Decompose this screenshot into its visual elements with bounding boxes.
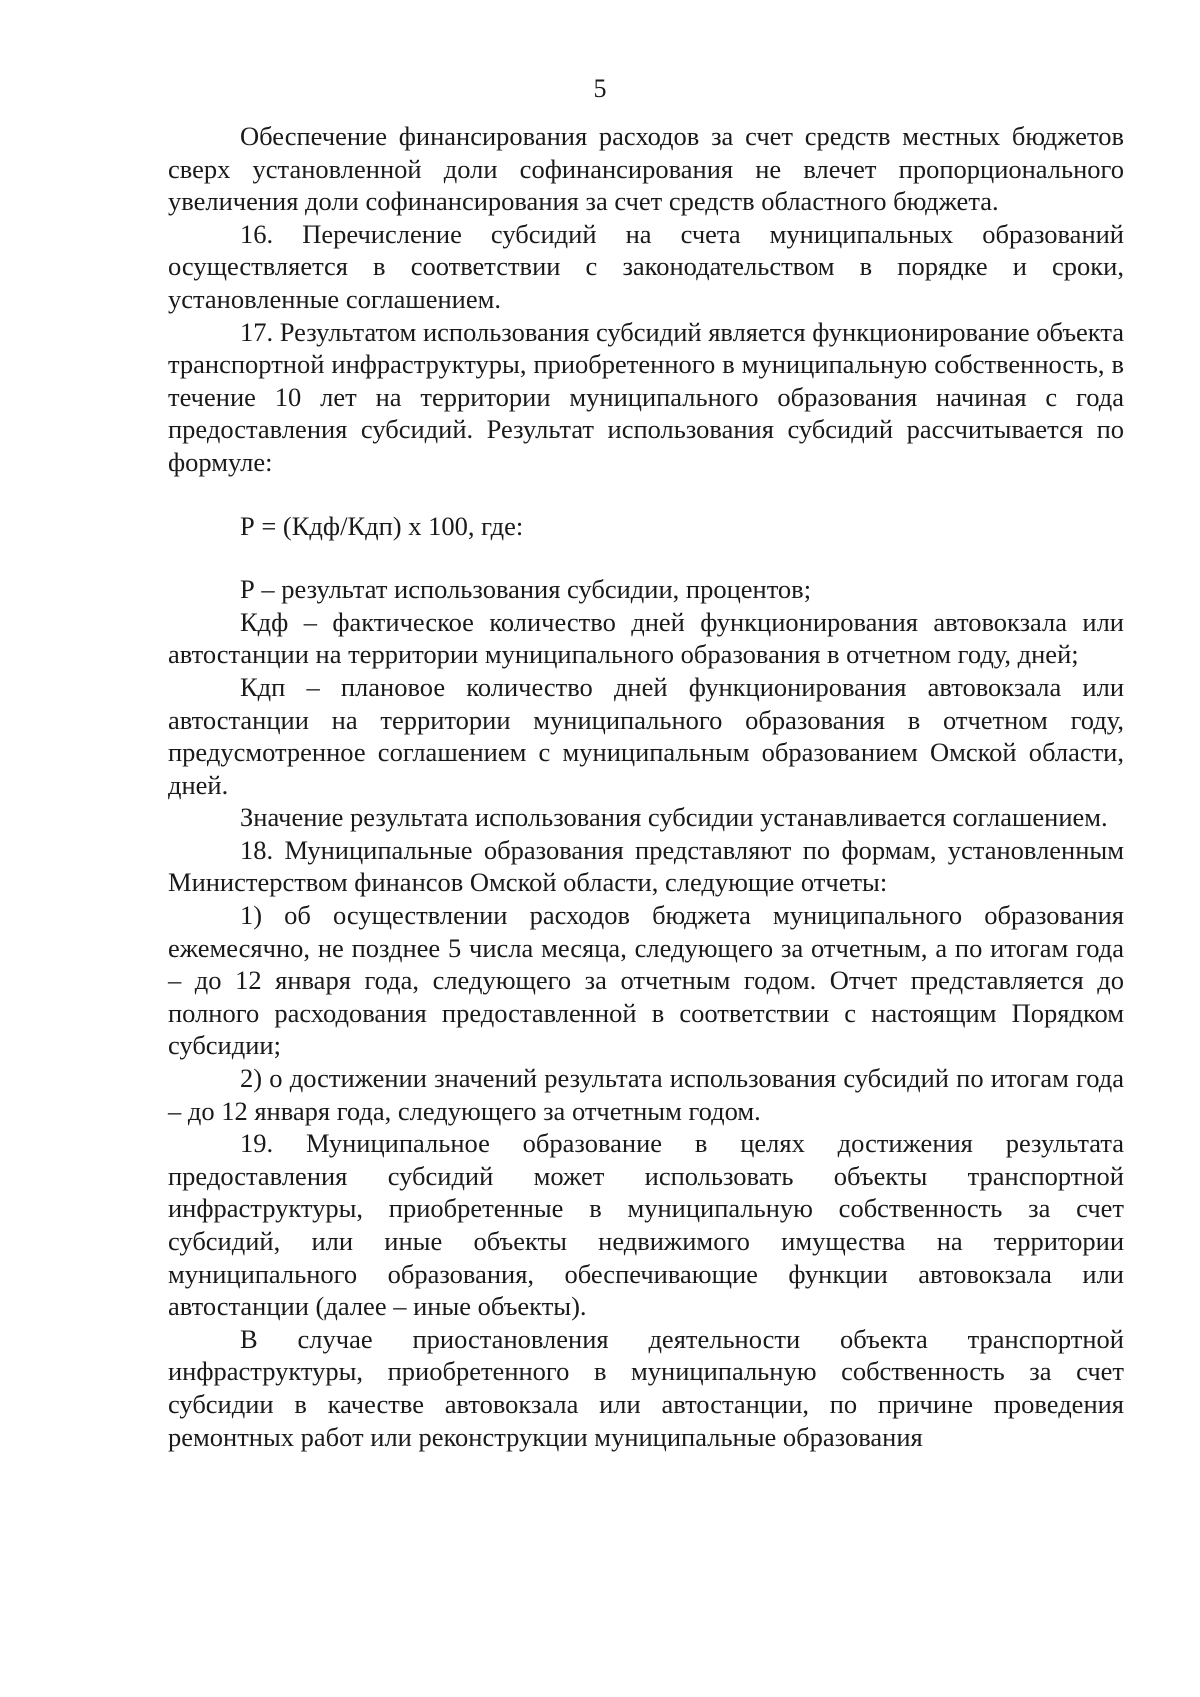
definition-kdp: Кдп – плановое количество дней функционирования автовокзала или автостанции на территории муниципального образования в отчетном году, предусмотренное соглашением с муниципальным образованием Омской области, дней. bbox=[168, 671, 1124, 800]
paragraph-19: 19. Муниципальное образование в целях достижения результата предоставления субсидий может использовать объекты транспортной инфраструктуры, приобретенные в муниципальную собственность за счет субсидий, или иные объекты недвижимого имущества на территории муниципального образования, обеспечивающие функции автовокзала или автостанции (далее – иные объекты). bbox=[168, 1128, 1124, 1322]
document-body bbox=[168, 120, 1124, 1453]
paragraph-18-item-1: 1) об осуществлении расходов бюджета муниципального образования ежемесячно, не позднее 5 числа месяца, следующего за отчетным, а по итогам года – до 12 января года, следующего за отчетным годом. Отчет представляется до полного расходования предоставленной в соответствии с настоящим Порядком субсидии; bbox=[168, 900, 1124, 1061]
paragraph-16: 16. Перечисление субсидий на счета муниципальных образований осуществляется в соответствии с законодательством в порядке и сроки, установленные соглашением. bbox=[168, 218, 1124, 314]
page-number: 5 bbox=[593, 74, 607, 103]
paragraph-18: 18. Муниципальные образования представляют по формам, установленным Министерством финансов Омской области, следующие отчеты: bbox=[168, 834, 1124, 898]
definition-p: Р – результат использования субсидии, процентов; bbox=[240, 574, 812, 605]
formula: Р = (Кдф/Кдп) х 100, где: bbox=[240, 510, 524, 541]
paragraph-18-item-2: 2) о достижении значений результата использования субсидий по итогам года – до 12 января года, следующего за отчетным годом. bbox=[168, 1063, 1124, 1126]
paragraph-cofinancing: Обеспечение финансирования расходов за счет средств местных бюджетов сверх установленной доли софинансирования не влечет пропорционального увеличения доли софинансирования за счет средств областного бюджета. bbox=[168, 121, 1124, 217]
paragraph-suspension: В случае приостановления деятельности объекта транспортной инфраструктуры, приобретенного в муниципальную собственность за счет субсидии в качестве автовокзала или автостанции, по причине проведения ремонтных работ или реконструкции муниципальные образования bbox=[168, 1323, 1124, 1452]
paragraph-17: 17. Результатом использования субсидий является функционирование объекта транспортной инфраструктуры, приобретенного в муниципальную собственность, в течение 10 лет на территории муниципального образования начиная с года предоставления субсидий. Результат использования субсидий рассчитывается по формуле: bbox=[168, 316, 1124, 477]
definition-kdf: Кдф – фактическое количество дней функционирования автовокзала или автостанции на территории муниципального образования в отчетном году, дней; bbox=[168, 606, 1124, 670]
paragraph-result-value: Значение результата использования субсидии устанавливается соглашением. bbox=[240, 802, 1108, 833]
